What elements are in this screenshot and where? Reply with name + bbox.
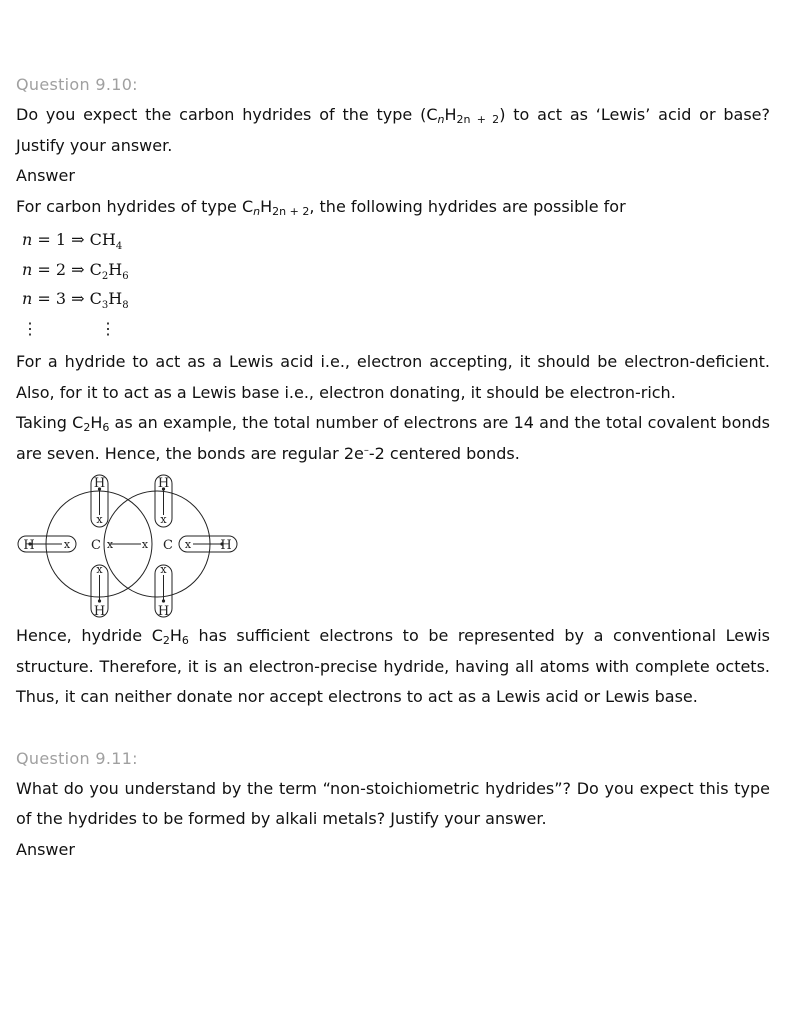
formula-row-ellipsis: ⋮ ⋮ [22,318,116,338]
answer-paragraph-3: Hence, hydride $C_2H_6$ has sufficient electrons to be represented by a conventional Lewis structure. Therefore, it is an electron-precise hydride, having all atoms with complete octets. Thus, it can neither donate nor accept electrons to act as a Lewis acid or Lewis base. [16,626,770,706]
formula-row-n1: n = 1 ⇒ $CH_4$ [22,230,123,252]
hydrogen-label-right: H [220,538,232,553]
formula-row-n2: n = 2 ⇒ $C_2H_6$ [22,259,129,282]
ethane-bonding-diagram [16,473,240,619]
electron-x-center-left: x [106,538,114,551]
hydrogen-label-bottom-right: H [157,604,170,619]
answer-paragraph-2: Taking $C_2H_6$ as an example, the total number of electrons are 14 and the total covalent bonds are seven. Hence, the bonds are regular 2e–-2 centered bonds. [16,413,770,463]
carbon-label-right: C [163,538,173,553]
electron-x-top-left: x [96,513,103,526]
electron-x-right: x [184,538,192,551]
hydrogen-label-bottom-left: H [93,604,106,619]
question-9-11-heading: Question 9.11: [16,748,138,768]
question-9-10-text: Do you expect the carbon hydrides of the type $(C_nH_{2n + 2})$ to act as ‘Lewis’ acid or base? Justify your answer. [16,105,770,155]
electron-x-center-right: x [141,538,149,551]
electron-x-bottom-left: x [96,563,103,576]
question-9-10-heading: Question 9.10: [16,75,138,94]
section-spacer [16,713,770,744]
hydrogen-label-top-left: H [93,476,106,491]
electron-x-left: x [63,538,71,551]
hydride-formula-list [22,225,770,343]
answer-paragraph-1: For a hydride to act as a Lewis acid i.e., electron accepting, it should be electron-deficient. Also, for it to act as a Lewis base i.e., electron donating, it should be electron-rich. [16,352,770,402]
question-9-11-text: What do you understand by the term “non-stoichiometric hydrides”? Do you expect this type of the hydrides to be formed by alkali metals? Justify your answer. [16,778,770,828]
answer-label-9-11: Answer [16,839,75,859]
hydrogen-label-top-right: H [157,476,170,491]
electron-x-bottom-right: x [160,563,167,576]
answer-label: Answer [16,166,75,185]
hydrogen-label-left: H [23,538,35,553]
carbon-label-left: C [91,538,101,553]
document-page [16,70,770,865]
electron-x-top-right: x [160,513,167,526]
answer-intro: For carbon hydrides of type $C_nH_{2n + 2}$, the following hydrides are possible for [16,196,626,218]
formula-row-n3: n = 3 ⇒ $C_3H_8$ [22,289,129,311]
